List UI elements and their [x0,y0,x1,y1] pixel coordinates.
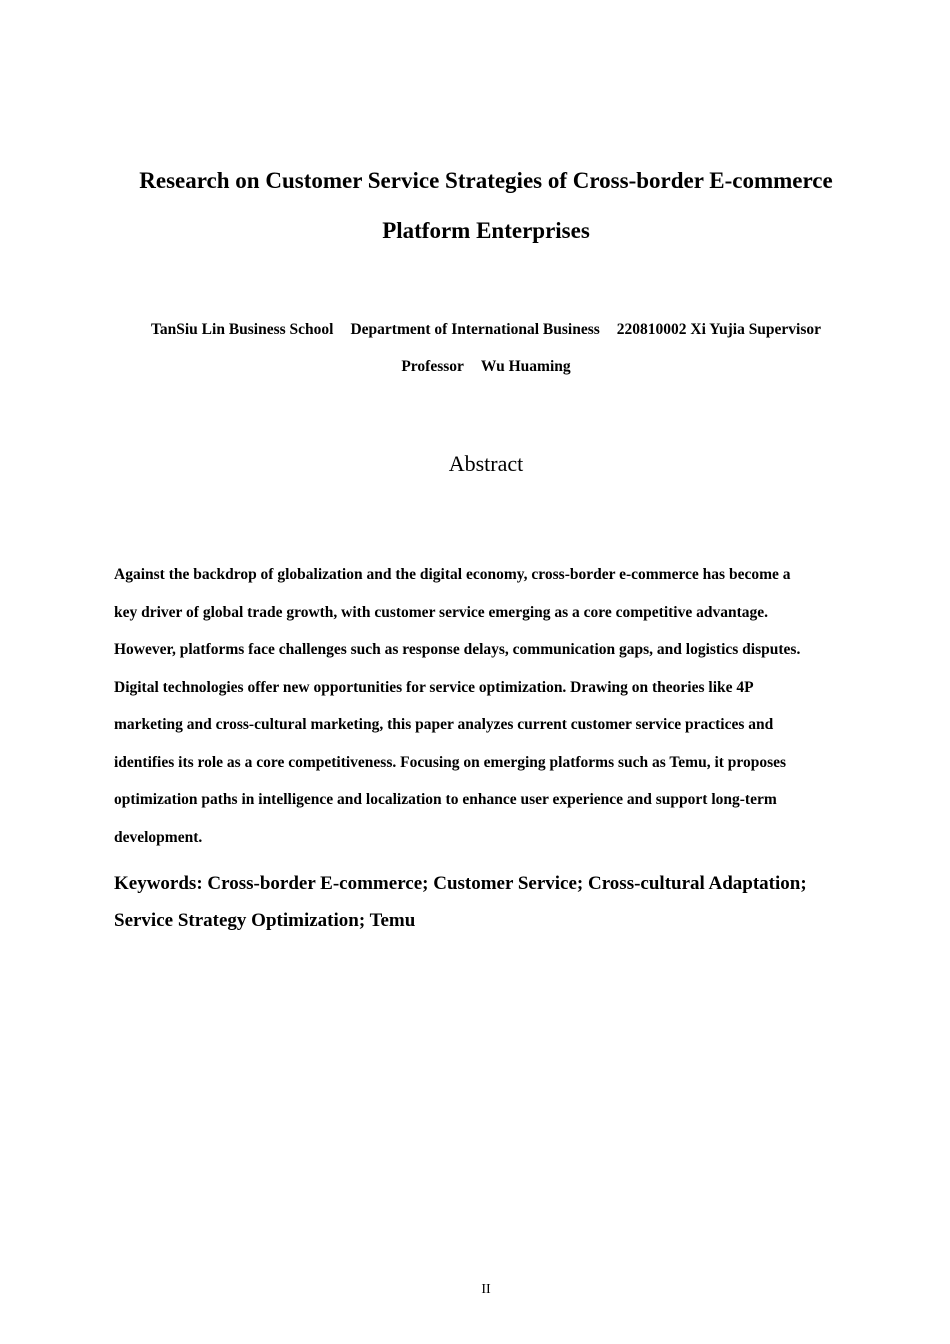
abstract-line: Against the backdrop of globalization and the digital economy, cross-border e-commerce has become a [114,566,791,583]
abstract-line: marketing and cross-cultural marketing, this paper analyzes current customer service practices and [114,716,774,733]
abstract-line: development. [114,828,203,846]
author-line-2 [110,348,862,385]
supervisor-title: Professor [401,358,464,375]
author-student-supervisor: 220810002 Xi Yujia Supervisor [616,321,822,338]
abstract-line: optimization paths in intelligence and localization to enhance user experience and support long-term [114,791,777,808]
abstract-line: identifies its role as a core competitiveness. Focusing on emerging platforms such as Temu, it proposes [114,753,787,771]
keywords [114,865,866,939]
author-line-1 [110,311,862,348]
abstract-line: However, platforms face challenges such as response delays, communication gaps, and logistics disputes. [114,641,801,658]
paper-title-line-2: Platform Enterprises [382,218,590,243]
abstract-heading: Abstract [448,451,524,476]
keywords-line: Service Strategy Optimization; Temu [114,910,416,931]
keywords-line: Keywords: Cross-border E-commerce; Customer Service; Cross-cultural Adaptation; [114,873,807,894]
page-number: II [481,1282,491,1297]
abstract-line: key driver of global trade growth, with customer service emerging as a core competitive advantage. [114,603,769,621]
abstract-body [114,556,866,856]
abstract-line: Digital technologies offer new opportunities for service optimization. Drawing on theories like 4P [114,678,754,696]
author-school: TanSiu Lin Business School [150,321,334,338]
paper-title-line-1: Research on Customer Service Strategies of Cross-border E-commerce [139,168,833,193]
paper-title [100,156,872,256]
supervisor-name: Wu Huaming [480,358,571,375]
author-info [110,311,862,385]
author-department: Department of International Business [350,321,600,338]
